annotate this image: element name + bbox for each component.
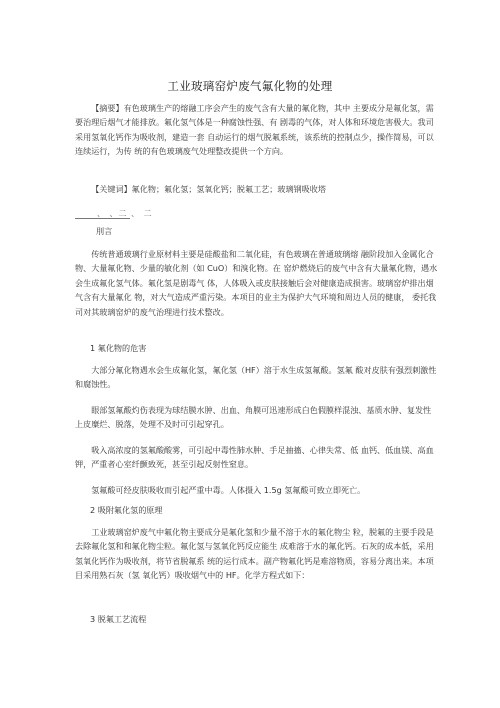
decorative-marks: 、 、二 、 二 xyxy=(97,209,153,218)
foreword-label: 刖言 xyxy=(96,226,113,236)
section-divider xyxy=(75,218,130,219)
section-3-heading: 3 脱氟工艺流程 xyxy=(90,614,147,624)
page-title: 工业玻璃窑炉废气氟化物的处理 xyxy=(167,78,333,93)
abstract-paragraph: 【摘要】有色玻璃生产的熔融工序会产生的废气含有大量的氟化物，其中 主要成分是氟化氢，需要治理后烟气才能排放。氟化氢气体是一种腐蚀性强、有 剧毒的气体，对人体和环境危害极大。我司采用氢氧化钙作为吸收剂，建造一套 自动运行的烟气脱氟系统，该系统的控制点少，操作简易，可以连续运行，为传 统的有色玻璃废气处理整改提供一个方向。 xyxy=(75,103,434,157)
section-1-paragraph-3: 吸入高浓度的氢氟酸酸雾，可引起中毒性肺水肿、手足抽搐、心律失常、低 血钙、低血镁、高血钾，严重者心室纤颤致死，甚至引起反射性窒息。 xyxy=(75,445,434,470)
section-1-paragraph-2: 眼部氢氟酸灼伤表现为球结膜水肿、出血、角膜可迅速形成白色假膜样混浊、基质水肿、复发性上皮糜烂、脱落，处理不及时可引起穿孔。 xyxy=(75,405,432,430)
section-2-heading: 2 吸附氟化氢的原理 xyxy=(90,505,163,515)
keywords-paragraph: 【关键词】氟化物；氟化氢；氢氧化钙；脱氟工艺；玻璃钢吸收塔 xyxy=(91,184,326,194)
section-1-paragraph-1: 大部分氟化物遇水会生成氟化氢，氟化氢（HF）溶于水生成氢氟酸。氢氟 酸对皮肤有强烈刺激性和腐蚀性。 xyxy=(75,365,437,390)
section-2-paragraph-1: 工业玻璃窑炉废气中氟化物主要成分是氟化氢和少量不溶于水的氟化物尘 粒，脱氟的主要手段是去除氟化氢和和氟化物尘粒。氟化氢与氢氧化钙反应能生 成难溶于水的氟化钙。石灰的成本低，采用氢氧化钙作为吸收剂，将节省脱氟系 统的运行成本。副产物氟化钙是难溶物质，容易分离出来。本项目采用熟石灰（氢 氧化钙）吸收烟气中的 HF。化学方程式如下： xyxy=(75,527,434,581)
section-1-heading: 1 氟化物的危害 xyxy=(90,343,147,353)
section-1-paragraph-4: 氢氟酸可经皮肤吸收而引起严重中毒。人体摄入 1.5g 氢氟酸可致立即死亡。 xyxy=(91,485,366,495)
intro-paragraph: 传统普通玻璃行业原材料主要是硅酸盐和二氧化硅，有色玻璃在普通玻璃熔 融阶段加入金属化合物、大量氟化物、少量的敏化剂（如 CuO）和溴化物。在 窑炉燃烧后的废气中含有大量氟化物，遇水会生成氟化氢气体。氟化氢是剧毒气 体，人体吸入或皮肤接触后会对健康造成损害。玻璃窑炉排出烟气含有大量氟化 物，对大气造成严重污染。本项目的业主为保护大气环境和周边人员的健康， 委托我司对其玻璃窑炉的废气治理进行技术整改。 xyxy=(75,249,438,317)
